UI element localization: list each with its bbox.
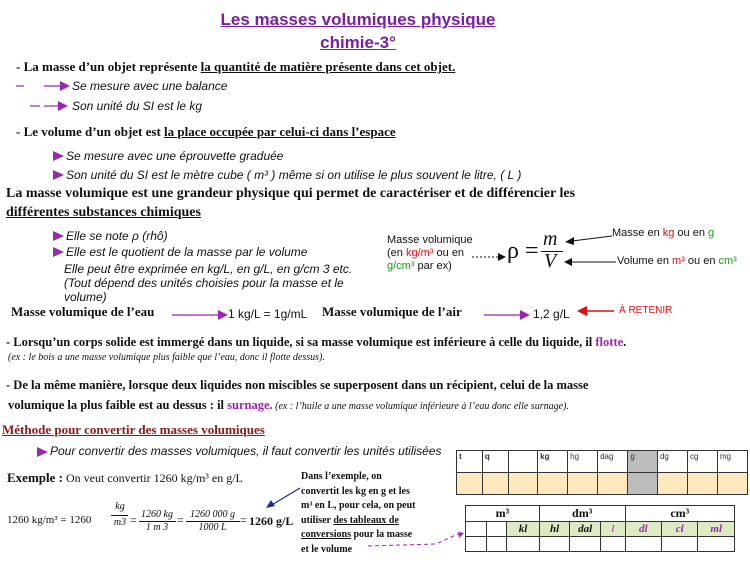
mass-empty-cell <box>598 473 628 495</box>
note-line-6: et le volume <box>301 543 353 555</box>
arrow-icon <box>262 486 302 510</box>
vol-header-dm3: dm³ <box>539 506 625 522</box>
methode-bullet: Pour convertir des masses volumiques, il faut convertir les unités utilisées <box>50 444 442 458</box>
mass-unit-a: Masse en <box>612 227 663 239</box>
methode-heading: Méthode pour convertir des masses volumiques <box>2 422 265 437</box>
note-line-4a: utiliser <box>301 514 334 526</box>
mass-table-header <box>457 451 748 473</box>
mass-cell-empty <box>508 451 537 473</box>
dashed-arrow-icon <box>472 252 508 262</box>
immerge-line-1 <box>6 335 626 350</box>
arrow-left-icon <box>576 305 616 317</box>
mass-empty-cell <box>457 473 483 495</box>
retenir-label: À RETENIR <box>619 305 673 316</box>
note-line-1: Dans l’exemple, on <box>301 471 382 482</box>
vol-empty-cell <box>601 537 626 552</box>
vol-unit-c: ou en <box>684 255 719 267</box>
note-line-2: convertit les kg en g et les <box>301 485 410 497</box>
mass-conversion-table <box>456 450 748 495</box>
calc-f2-num: 1260 kg <box>141 509 173 520</box>
formula-unit-kgm3: kg/m³ <box>405 247 434 259</box>
calc-f1-num: kg <box>115 501 125 512</box>
vol-header-m3: m³ <box>466 506 540 522</box>
formula-label-2 <box>387 247 464 259</box>
vol-unit-ml: ml <box>698 522 735 537</box>
mass-empty-cell <box>568 473 598 495</box>
vol-empty-cell <box>486 522 507 537</box>
volume-table-units <box>466 522 735 537</box>
masse-intro <box>16 59 455 75</box>
note-line-5b: pour la masse <box>351 529 413 540</box>
water-value: 1 kg/L = 1g/mL <box>228 307 308 321</box>
immerge-line-2: (ex : le bois a une masse volumique plus faible que l’eau, donc il flotte dessus). <box>8 352 325 363</box>
dashed-arrow-icon <box>366 530 466 550</box>
mass-empty-cell <box>628 473 658 495</box>
mass-cell-mg: mg <box>717 451 747 473</box>
mass-cell-hg: hg <box>568 451 598 473</box>
vol-header-cm3: cm³ <box>625 506 734 522</box>
mass-cell-t: t <box>457 451 483 473</box>
vol-empty-cell <box>625 537 661 552</box>
mass-unit-kg: kg <box>662 227 675 239</box>
vol-unit-a: Volume en <box>617 255 673 267</box>
formula-label-1: Masse volumique <box>387 234 473 246</box>
equals-sign: = <box>177 513 184 527</box>
formula-unit-gcm3: g/cm³ <box>387 260 415 272</box>
mass-empty-cell <box>508 473 537 495</box>
vol-unit-dl: dl <box>625 522 661 537</box>
vol-empty-cell <box>539 537 570 552</box>
page-subtitle: chimie-3° <box>320 33 396 52</box>
liquides-line-1: - De la même manière, lorsque deux liquides non miscibles se superposent dans un récipient, celui de la masse <box>6 378 589 392</box>
mass-empty-cell <box>687 473 717 495</box>
formula-label-2c: ou en <box>433 247 465 259</box>
arrow-icon <box>562 257 618 267</box>
mv-bullet-3-cont2: volume) <box>64 290 107 304</box>
formula-volume-unit <box>617 255 737 267</box>
volume-intro-prefix: - Le volume d’un objet est <box>16 124 165 139</box>
immerge-flotte: flotte <box>595 335 624 349</box>
formula-denominator: V <box>544 250 557 272</box>
formula-label-3b: par ex) <box>414 260 452 272</box>
mv-bullet-3: Elle peut être exprimée en kg/L, en g/L, en g/cm 3 etc. <box>64 262 353 276</box>
immerge-period: . <box>623 335 627 349</box>
formula-label-2a: (en <box>387 247 406 259</box>
liquides-line-2 <box>8 396 569 414</box>
page-title: Les masses volumiques physique <box>220 10 496 29</box>
arrow-icon <box>14 80 74 92</box>
air-value: 1,2 g/L <box>533 307 570 321</box>
vol-unit-m3: m³ <box>672 255 685 267</box>
arrow-icon <box>562 234 614 248</box>
formula-label-3 <box>387 260 452 272</box>
volume-bullet-2: Son unité du SI est le mètre cube ( m³ ) même si on utilise le plus souvent le litre, ( L ) <box>66 168 522 182</box>
mass-empty-cell <box>482 473 508 495</box>
mass-cell-dag: dag <box>598 451 628 473</box>
vol-unit-dal: dal <box>570 522 601 537</box>
liquides-text: volumique la plus faible est au dessus : il <box>8 398 228 412</box>
vol-empty-cell <box>570 537 601 552</box>
masse-intro-prefix: - La masse d’un objet représente <box>16 59 201 74</box>
volume-intro <box>16 124 396 140</box>
arrow-icon <box>52 150 66 162</box>
arrow-icon <box>52 246 66 258</box>
air-label: Masse volumique de l’air <box>322 304 462 319</box>
immerge-text: - Lorsqu’un corps solide est immergé dans un liquide, si sa masse volumique est inférieure à celle du liquide, il <box>6 335 596 349</box>
equals-sign: = <box>130 513 137 527</box>
volume-table-header <box>466 506 735 522</box>
equals-sign: = <box>240 513 247 527</box>
vol-unit-kl: kl <box>507 522 540 537</box>
mv-bullet-2: Elle est le quotient de la masse par le volume <box>66 245 308 259</box>
arrow-icon <box>28 100 72 112</box>
mass-empty-cell <box>717 473 747 495</box>
mv-bullet-3-cont: (Tout dépend des unités choisies pour la masse et le <box>64 276 344 290</box>
vol-empty-cell <box>466 522 487 537</box>
vol-unit-cl: cl <box>662 522 698 537</box>
mv-bullet-1: Elle se note ρ (rhô) <box>66 229 168 243</box>
note-line-3: m³ en L, pour cela, on peut <box>301 500 416 511</box>
vol-unit-hl: hl <box>539 522 570 537</box>
volume-bullet-1: Se mesure avec une éprouvette graduée <box>66 149 284 163</box>
mass-table-row <box>457 473 748 495</box>
vol-empty-cell <box>698 537 735 552</box>
calc-f1-den: m3 <box>113 517 127 528</box>
mass-empty-cell <box>657 473 687 495</box>
formula-mass-unit <box>612 227 714 239</box>
masse-intro-underlined: la quantité de matière présente dans cet objet. <box>200 59 456 74</box>
arrow-icon <box>52 230 66 242</box>
volume-intro-underlined: la place occupée par celui-ci dans l’espace <box>164 124 396 139</box>
mass-empty-cell <box>538 473 568 495</box>
masse-bullet-1: Se mesure avec une balance <box>72 79 228 93</box>
water-label: Masse volumique de l’eau <box>11 304 155 319</box>
masse-bullet-2: Son unité du SI est le kg <box>72 99 203 113</box>
vol-empty-cell <box>486 537 507 552</box>
liquides-example: (ex : l’huile a une masse volumique inférieure à l’eau donc elle surnage). <box>272 401 569 412</box>
mass-unit-c: ou en <box>674 227 709 239</box>
vol-unit-cm3: cm³ <box>718 255 737 267</box>
arrow-icon <box>484 309 532 321</box>
mass-cell-dg: dg <box>657 451 687 473</box>
vol-empty-cell <box>662 537 698 552</box>
calc-result: 1260 g/L <box>249 514 294 528</box>
vol-empty-cell <box>507 537 540 552</box>
note-line-4b: des tableaux de <box>333 514 399 526</box>
formula-rho: ρ = <box>507 238 539 264</box>
volume-table-row <box>466 537 735 552</box>
definition-line-2: différentes substances chimiques <box>6 205 201 220</box>
fraction-bar <box>111 515 128 516</box>
mass-cell-q: q <box>482 451 508 473</box>
vol-unit-l: l <box>601 522 626 537</box>
exemple-label: Exemple : <box>7 470 63 485</box>
formula-numerator: m <box>543 228 558 250</box>
calc-start: 1260 kg/m³ = 1260 <box>7 514 92 526</box>
definition-line-1: La masse volumique est une grandeur physique qui permet de caractériser et de différencier les <box>6 186 576 201</box>
vol-empty-cell <box>466 537 487 552</box>
exemple-line <box>7 470 243 486</box>
calc-f2-den: 1 m 3 <box>145 522 169 533</box>
arrow-icon <box>172 309 230 321</box>
mass-cell-cg: cg <box>687 451 717 473</box>
exemple-text: On veut convertir 1260 kg/m³ en g/L <box>62 471 243 485</box>
mass-cell-g: g <box>628 451 658 473</box>
arrow-icon <box>36 446 50 458</box>
note-line-5a: conversions <box>301 529 351 540</box>
mass-unit-g: g <box>708 227 715 239</box>
volume-conversion-table <box>465 505 735 552</box>
arrow-icon <box>52 169 66 181</box>
calc-f3-den: 1000 L <box>198 522 227 533</box>
mass-cell-kg: kg <box>538 451 568 473</box>
calc-f3-num: 1260 000 g <box>190 509 235 520</box>
liquides-surnage: surnage. <box>227 398 273 412</box>
